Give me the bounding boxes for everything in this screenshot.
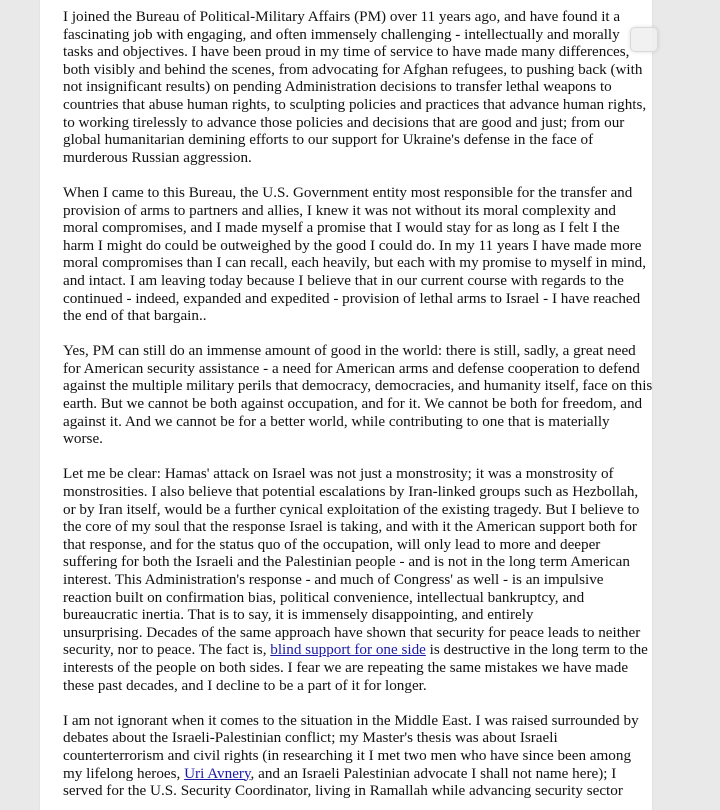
text-line: harm I might do could be outweighed by the good I could do. In my 11 years I have made more xyxy=(63,236,642,254)
text-line: monstrosities. I also believe that potential escalations by Iran-linked groups such as Hezbollah, xyxy=(63,483,639,501)
paragraph xyxy=(63,8,652,166)
text-line: interest. This Administration's response - and much of Congress' as well - is an impulsive xyxy=(63,571,604,588)
text-line: both visibly and behind the scenes, from advocating for Afghan refugees, to pushing back (with xyxy=(63,60,643,78)
inline-link[interactable]: blind support for one side xyxy=(270,641,426,659)
text-line: not insignificant results) on pending Administration decisions to transfer lethal weapons to xyxy=(63,78,612,96)
text-line: against it. And we cannot be for a better world, while contributing to one that is materially xyxy=(63,412,610,430)
text-line: unsurprising. Decades of the same approach have shown that security for peace leads to neither xyxy=(63,623,641,641)
text-line: earth. But we cannot be both against occupation, and for it. We cannot be both for freedom, and xyxy=(63,395,643,413)
text-line xyxy=(63,765,652,783)
paragraph xyxy=(63,184,652,325)
text-line: served for the U.S. Security Coordinator, living in Ramallah while advancing security sector xyxy=(63,782,623,800)
text-line: I joined the Bureau of Political-Military Affairs (PM) over 11 years ago, and have found it a xyxy=(63,8,621,25)
text-line: tasks and objectives. I have been proud in my time of service to have made many differences, xyxy=(63,43,630,61)
letter-body xyxy=(63,8,652,810)
floating-overlay-button[interactable] xyxy=(630,27,658,52)
text-line: murderous Russian aggression. xyxy=(63,148,252,166)
text-line: moral compromises, and I made myself a promise that I would stay for as long as I felt I the xyxy=(63,219,620,237)
text-line: Yes, PM can still do an immense amount of good in the world: there is still, sadly, a great need xyxy=(63,342,636,360)
text-line: the end of that bargain.. xyxy=(63,307,207,325)
text-line: I am not ignorant when it comes to the situation in the Middle East. I was raised surrounded by xyxy=(63,711,639,729)
text-line: these past decades, and I decline to be a part of it for longer. xyxy=(63,676,427,694)
paragraph xyxy=(63,712,652,800)
text-line: for American security assistance - a need for American arms and defense cooperation to defend xyxy=(63,359,640,377)
paragraph xyxy=(63,465,652,694)
text-fragment: , and an Israeli Palestinian advocate I shall not name here); I xyxy=(250,764,617,782)
text-line: interests of the people on both sides. I fear we are repeating the same mistakes we have made xyxy=(63,658,629,676)
text-line: to working tirelessly to advance those policies and decisions that are good and just; from our xyxy=(63,113,625,131)
text-line xyxy=(63,641,652,659)
text-fragment: security, nor to peace. The fact is, xyxy=(63,641,271,659)
text-fragment: is destructive in the long term to the xyxy=(425,641,648,659)
text-line: against the multiple military perils that democracy, democracies, and humanity itself, face on this xyxy=(63,377,652,395)
text-line: suffering for both the Israeli and the Palestinian people - and is not in the long term American xyxy=(63,553,630,571)
inline-link[interactable]: Uri Avnery xyxy=(184,764,251,782)
text-line: or by Iran itself, would be a further cynical exploitation of the existing tragedy. But I believe to xyxy=(63,500,640,518)
text-line: fascinating job with engaging, and often immensely challenging - intellectually and morally xyxy=(63,25,620,43)
paragraph xyxy=(63,342,652,448)
text-line: reaction built on confirmation bias, political convenience, intellectual bankruptcy, and xyxy=(63,588,585,606)
text-line: When I came to this Bureau, the U.S. Government entity most responsible for the transfer and xyxy=(63,183,633,201)
text-line: debates about the Israeli-Palestinian conflict; my Master's thesis was about Israeli xyxy=(63,729,558,747)
text-line: worse. xyxy=(63,430,103,448)
text-line: bureaucratic inertia. That is to say, it is immensely disappointing, and entirely xyxy=(63,606,534,624)
text-fragment: my lifelong heroes, xyxy=(63,764,185,782)
document-page xyxy=(40,0,652,810)
text-line: that response, and for the status quo of the occupation, will only lead to more and deeper xyxy=(63,535,601,553)
text-line: countries that abuse human rights, to sculpting policies and practices that advance human rights, xyxy=(63,95,647,113)
text-line: counterterrorism and civil rights (in researching it I met two men who have since been among xyxy=(63,746,632,764)
text-line: provision of arms to partners and allies, I knew it was not without its moral complexity and xyxy=(63,201,616,219)
text-line: Let me be clear: Hamas' attack on Israel was not just a monstrosity; it was a monstrosity of xyxy=(63,465,614,483)
text-line: moral compromises than I can recall, each heavily, but each with my promise to myself in mind, xyxy=(63,254,647,272)
text-line: global humanitarian demining efforts to our support for Ukraine's defense in the face of xyxy=(63,131,594,149)
text-line: continued - indeed, expanded and expedited - provision of lethal arms to Israel - I have reached xyxy=(63,289,641,307)
text-line: the core of my soul that the response Israel is taking, and with it the American support both for xyxy=(63,518,637,536)
text-line: and intact. I am leaving today because I believe that in our current course with regards to the xyxy=(63,271,624,289)
